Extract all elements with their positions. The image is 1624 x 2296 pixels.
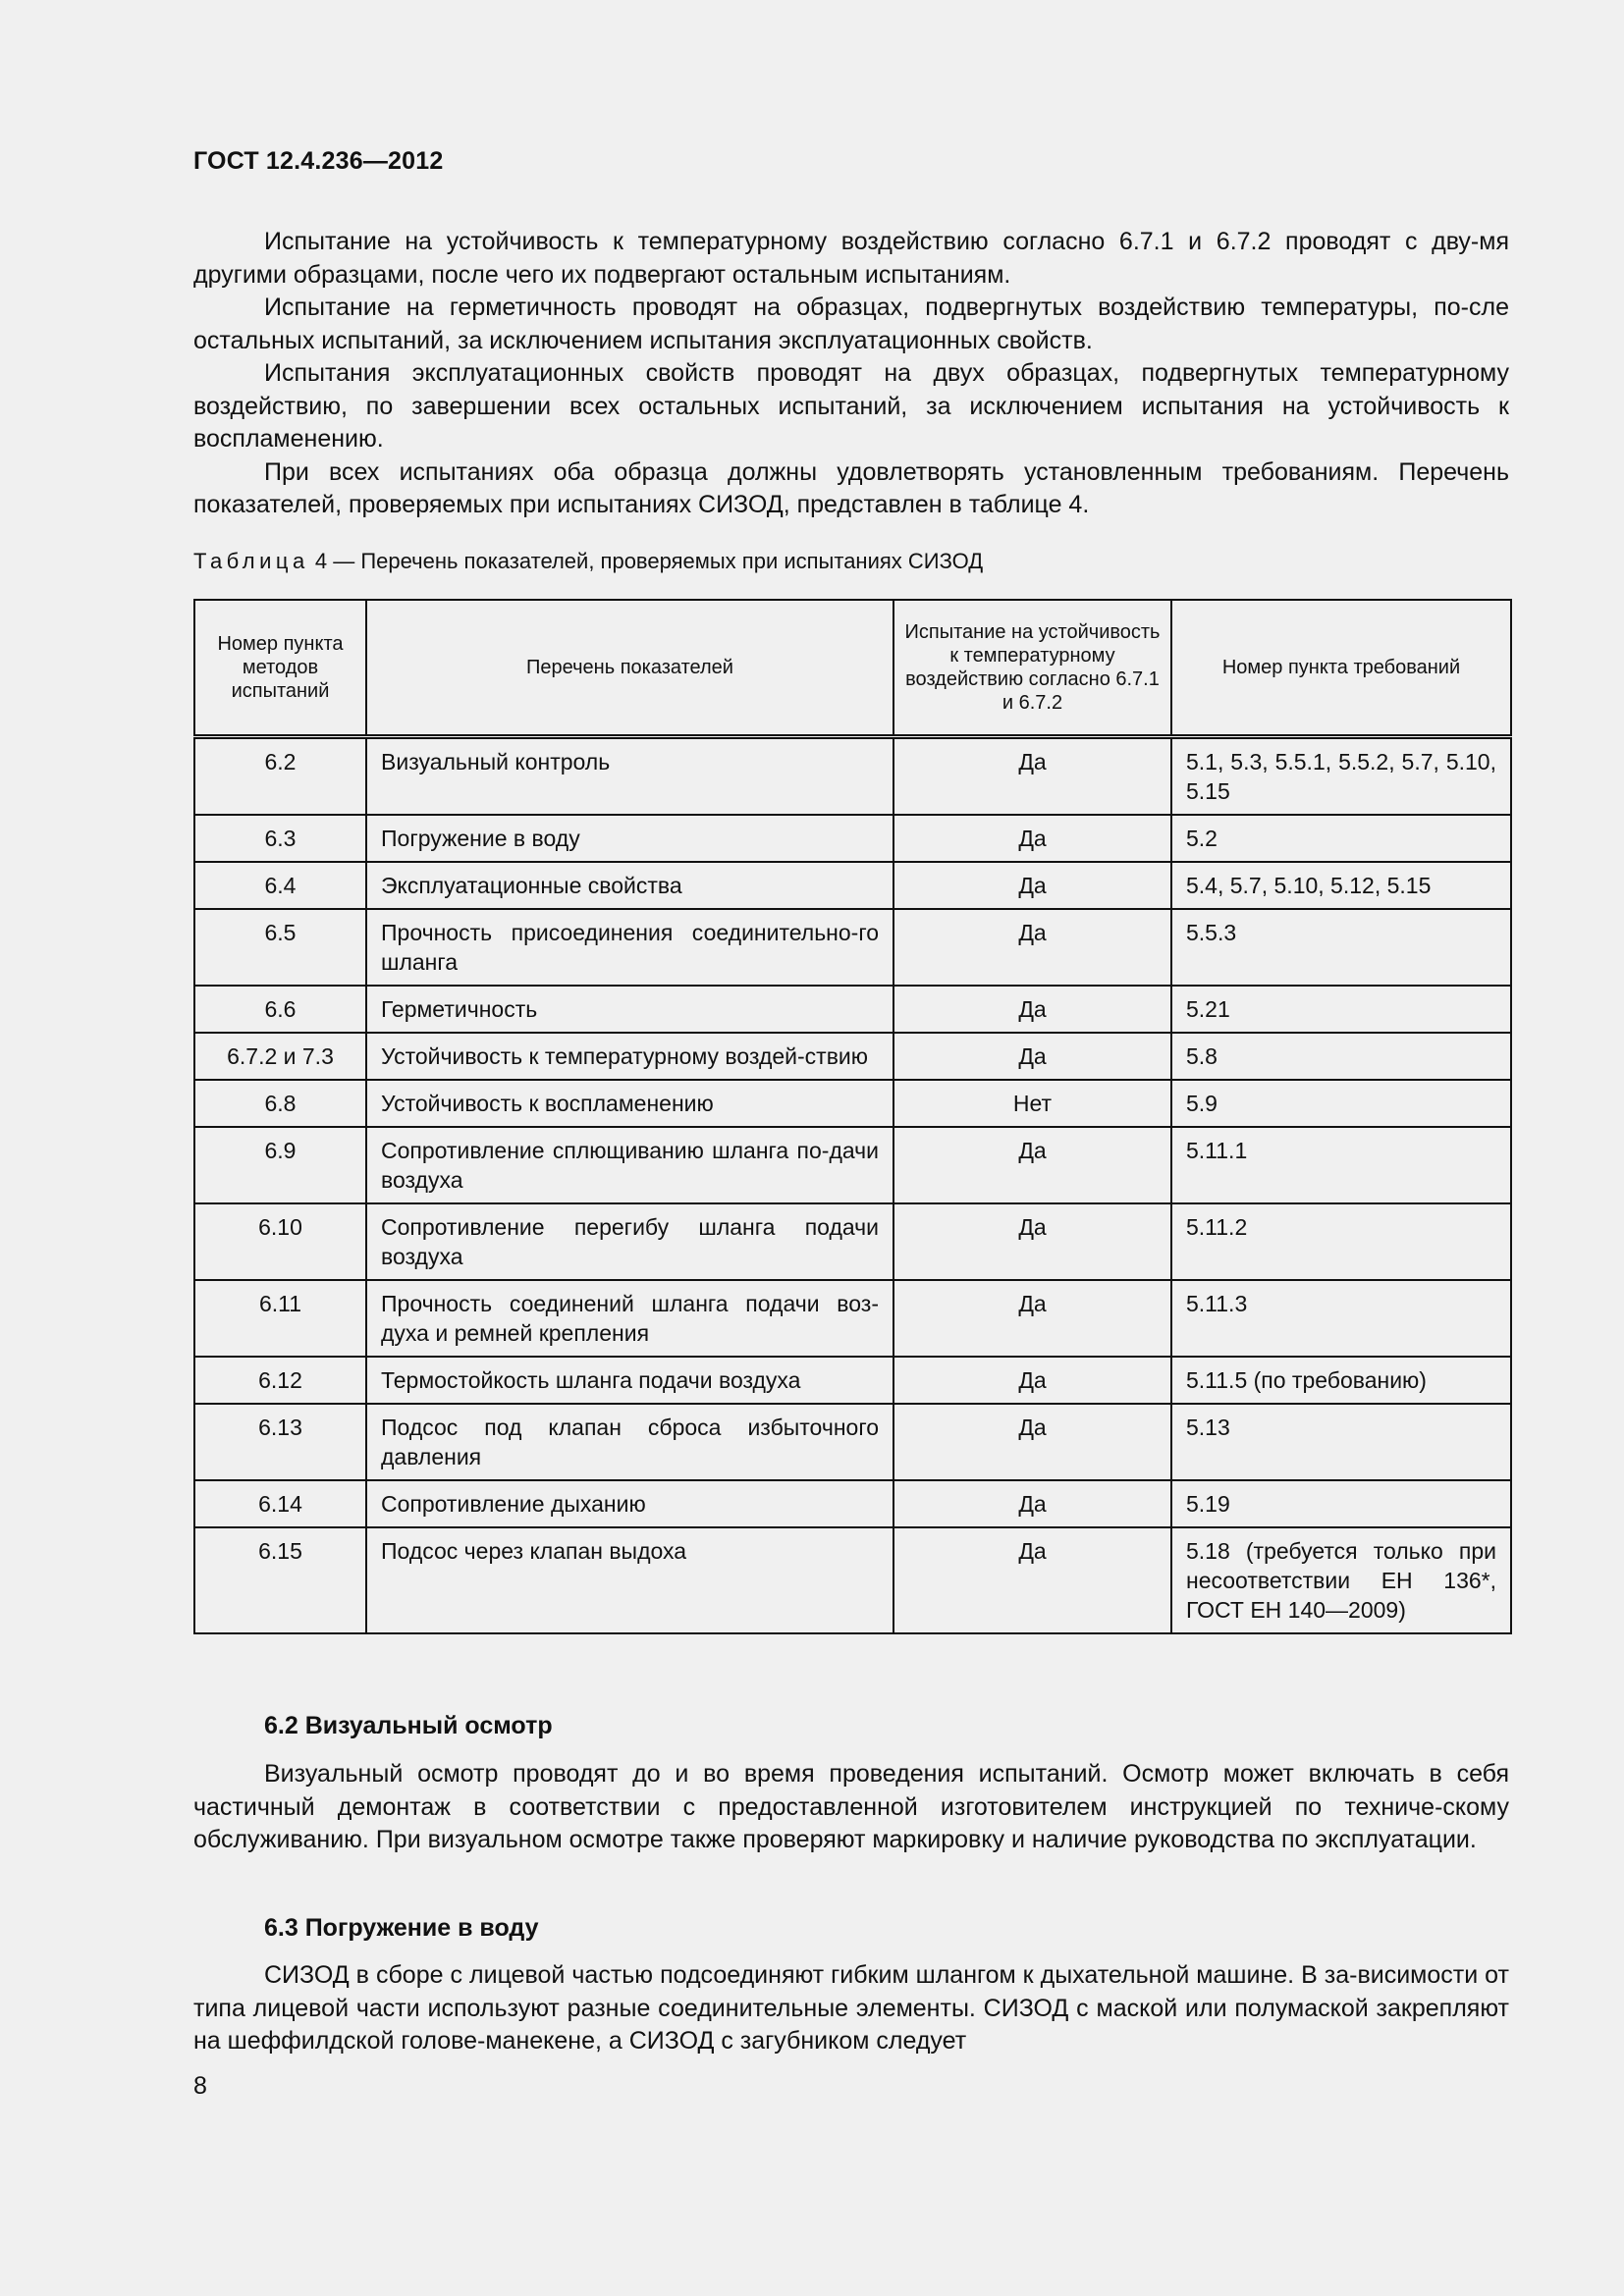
cell-method-number: 6.12 xyxy=(194,1357,366,1404)
cell-requirement-number: 5.21 xyxy=(1171,986,1511,1033)
cell-temperature-test: Да xyxy=(893,986,1171,1033)
cell-indicator: Устойчивость к воспламенению xyxy=(366,1080,893,1127)
cell-method-number: 6.3 xyxy=(194,815,366,862)
cell-indicator: Подсос под клапан сброса избыточного давления xyxy=(366,1404,893,1480)
intro-paragraph: При всех испытаниях оба образца должны удовлетворять установленным требованиям. Перечень показателей, проверяемых при испытаниях СИЗОД, представлен в таблице 4. xyxy=(193,457,1509,518)
intro-paragraph: Испытание на герметичность проводят на образцах, подвергнутых воздействию температуры, по-сле остальных испытаний, за исключением испытания эксплуатационных свойств. xyxy=(193,294,1509,354)
cell-indicator: Эксплуатационные свойства xyxy=(366,862,893,909)
cell-requirement-number: 5.9 xyxy=(1171,1080,1511,1127)
section-6-3-paragraph: СИЗОД в сборе с лицевой частью подсоединяют гибким шлангом к дыхательной машине. В за-висимости от типа лицевой части используют разные соединительные элементы. СИЗОД с маской или полумаской закрепляют на шеффилдской голове-манекене, а СИЗОД с загубником следует xyxy=(193,1961,1509,2055)
table-row xyxy=(194,986,1511,1033)
cell-indicator: Сопротивление перегибу шланга подачи воздуха xyxy=(366,1203,893,1280)
cell-requirement-number: 5.2 xyxy=(1171,815,1511,862)
cell-indicator: Термостойкость шланга подачи воздуха xyxy=(366,1357,893,1404)
cell-indicator: Прочность присоединения соединительно-го шланга xyxy=(366,909,893,986)
header-method-number: Номер пункта методов испытаний xyxy=(194,600,366,737)
cell-indicator: Визуальный контроль xyxy=(366,737,893,816)
cell-requirement-number: 5.11.5 (по требованию) xyxy=(1171,1357,1511,1404)
page-number: 8 xyxy=(193,2072,207,2100)
cell-method-number: 6.15 xyxy=(194,1527,366,1633)
section-6-2-title: 6.2 Визуальный осмотр xyxy=(264,1712,553,1739)
cell-method-number: 6.5 xyxy=(194,909,366,986)
indicators-table xyxy=(193,599,1512,1634)
cell-requirement-number: 5.11.3 xyxy=(1171,1280,1511,1357)
cell-temperature-test: Да xyxy=(893,1203,1171,1280)
cell-temperature-test: Да xyxy=(893,1127,1171,1203)
cell-temperature-test: Да xyxy=(893,1280,1171,1357)
table-row xyxy=(194,737,1511,816)
cell-method-number: 6.10 xyxy=(194,1203,366,1280)
intro-paragraph: Испытание на устойчивость к температурному воздействию согласно 6.7.1 и 6.7.2 проводят с дву-мя другими образцами, после чего их подвергают остальным испытаниям. xyxy=(193,228,1509,289)
cell-requirement-number: 5.1, 5.3, 5.5.1, 5.5.2, 5.7, 5.10, 5.15 xyxy=(1171,737,1511,816)
cell-requirement-number: 5.11.1 xyxy=(1171,1127,1511,1203)
cell-temperature-test: Да xyxy=(893,1357,1171,1404)
table-caption-label: Таблица xyxy=(193,549,309,573)
intro-paragraph: Испытания эксплуатационных свойств проводят на двух образцах, подвергнутых температурному воздействию, по завершении всех остальных испытаний, за исключением испытания на устойчивость к воспламенению. xyxy=(193,359,1509,453)
table-caption-text: 4 — Перечень показателей, проверяемых при испытаниях СИЗОД xyxy=(308,549,984,573)
table-row xyxy=(194,1127,1511,1203)
intro-text xyxy=(193,226,1509,522)
header-indicators: Перечень показателей xyxy=(366,600,893,737)
cell-indicator: Сопротивление дыханию xyxy=(366,1480,893,1527)
cell-temperature-test: Нет xyxy=(893,1080,1171,1127)
table-row xyxy=(194,1527,1511,1633)
table-body xyxy=(194,737,1511,1634)
cell-temperature-test: Да xyxy=(893,862,1171,909)
table-row xyxy=(194,1203,1511,1280)
cell-requirement-number: 5.18 (требуется только при несоответствии ЕН 136*, ГОСТ ЕН 140—2009) xyxy=(1171,1527,1511,1633)
table-row xyxy=(194,862,1511,909)
cell-method-number: 6.8 xyxy=(194,1080,366,1127)
cell-requirement-number: 5.13 xyxy=(1171,1404,1511,1480)
table-row xyxy=(194,1480,1511,1527)
cell-temperature-test: Да xyxy=(893,1527,1171,1633)
cell-requirement-number: 5.19 xyxy=(1171,1480,1511,1527)
section-6-2-paragraph: Визуальный осмотр проводят до и во время проведения испытаний. Осмотр может включать в себя частичный демонтаж в соответствии с предоставленной изготовителем инструкцией по техниче-скому обслуживанию. При визуальном осмотре также проверяют маркировку и наличие руководства по эксплуатации. xyxy=(193,1760,1509,1853)
header-requirement-number: Номер пункта требований xyxy=(1171,600,1511,737)
cell-indicator: Прочность соединений шланга подачи воз-духа и ремней крепления xyxy=(366,1280,893,1357)
table-caption xyxy=(193,549,983,574)
cell-indicator: Устойчивость к температурному воздей-ствию xyxy=(366,1033,893,1080)
cell-requirement-number: 5.4, 5.7, 5.10, 5.12, 5.15 xyxy=(1171,862,1511,909)
cell-method-number: 6.9 xyxy=(194,1127,366,1203)
cell-method-number: 6.2 xyxy=(194,737,366,816)
cell-indicator: Сопротивление сплющиванию шланга по-дачи воздуха xyxy=(366,1127,893,1203)
cell-indicator: Погружение в воду xyxy=(366,815,893,862)
section-6-2-body xyxy=(193,1758,1509,1857)
table-row xyxy=(194,1357,1511,1404)
table-header-row xyxy=(194,600,1511,737)
cell-method-number: 6.13 xyxy=(194,1404,366,1480)
table-row xyxy=(194,815,1511,862)
cell-method-number: 6.6 xyxy=(194,986,366,1033)
cell-method-number: 6.4 xyxy=(194,862,366,909)
table-row xyxy=(194,1280,1511,1357)
cell-method-number: 6.11 xyxy=(194,1280,366,1357)
header-temperature-test: Испытание на устойчивость к температурному воздействию согласно 6.7.1 и 6.7.2 xyxy=(893,600,1171,737)
cell-method-number: 6.7.2 и 7.3 xyxy=(194,1033,366,1080)
cell-requirement-number: 5.11.2 xyxy=(1171,1203,1511,1280)
cell-temperature-test: Да xyxy=(893,815,1171,862)
section-6-3-body xyxy=(193,1959,1509,2058)
cell-temperature-test: Да xyxy=(893,1033,1171,1080)
cell-indicator: Подсос через клапан выдоха xyxy=(366,1527,893,1633)
cell-requirement-number: 5.5.3 xyxy=(1171,909,1511,986)
table-row xyxy=(194,1033,1511,1080)
table-row xyxy=(194,1080,1511,1127)
cell-indicator: Герметичность xyxy=(366,986,893,1033)
cell-temperature-test: Да xyxy=(893,1480,1171,1527)
section-6-3-title: 6.3 Погружение в воду xyxy=(264,1914,539,1942)
cell-temperature-test: Да xyxy=(893,737,1171,816)
document-header: ГОСТ 12.4.236—2012 xyxy=(193,147,444,175)
table-row xyxy=(194,1404,1511,1480)
table-row xyxy=(194,909,1511,986)
cell-method-number: 6.14 xyxy=(194,1480,366,1527)
cell-temperature-test: Да xyxy=(893,1404,1171,1480)
cell-requirement-number: 5.8 xyxy=(1171,1033,1511,1080)
cell-temperature-test: Да xyxy=(893,909,1171,986)
